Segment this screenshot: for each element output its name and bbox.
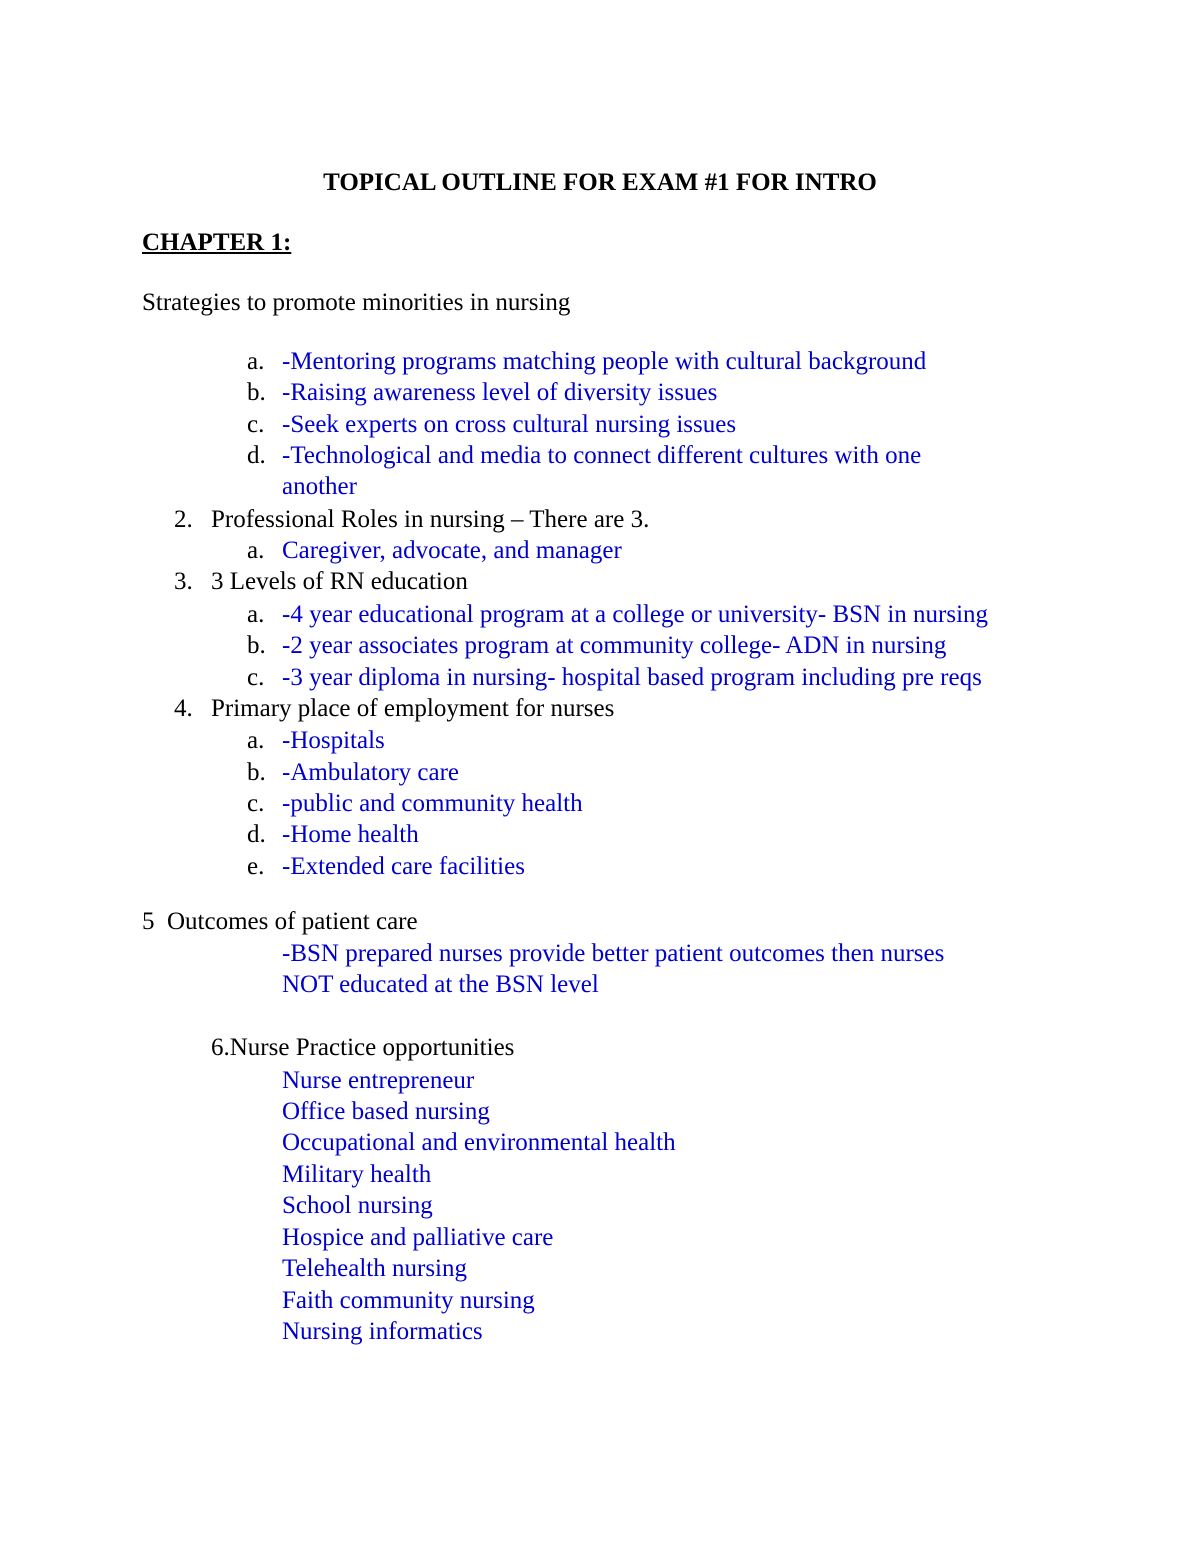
list-marker: a. [247, 601, 265, 628]
section6-heading: 6.Nurse Practice opportunities [211, 1034, 515, 1061]
list-item-text: Caregiver, advocate, and manager [282, 537, 622, 564]
list-item-text: -Extended care facilities [282, 853, 525, 880]
list-item-text: -Ambulatory care [282, 759, 460, 786]
section6-line: Occupational and environmental health [282, 1129, 676, 1156]
list-item-text: -public and community health [282, 790, 583, 817]
list-item-text: -Mentoring programs matching people with cultural background [282, 348, 927, 375]
list-marker: d. [247, 442, 266, 469]
section3-heading: 3 Levels of RN education [211, 568, 468, 595]
section4-marker: 4. [174, 695, 193, 722]
list-marker: a. [247, 537, 265, 564]
section6-line: Hospice and palliative care [282, 1224, 554, 1251]
list-item-text: -4 year educational program at a college or university- BSN in nursing [282, 601, 989, 628]
list-marker: c. [247, 790, 265, 817]
section4-heading: Primary place of employment for nurses [211, 695, 615, 722]
section2-marker: 2. [174, 506, 193, 533]
section5-line: -BSN prepared nurses provide better patient outcomes then nurses [282, 940, 945, 967]
list-item-text: -3 year diploma in nursing- hospital based program including pre reqs [282, 664, 982, 691]
list-marker: d. [247, 821, 266, 848]
list-marker: a. [247, 727, 265, 754]
section1-heading: Strategies to promote minorities in nursing [142, 289, 571, 316]
list-item-text: -Home health [282, 821, 419, 848]
list-marker: b. [247, 632, 266, 659]
section6-line: Telehealth nursing [282, 1255, 467, 1282]
list-marker: b. [247, 379, 266, 406]
section6-line: Faith community nursing [282, 1287, 535, 1314]
list-marker: c. [247, 411, 265, 438]
list-item-text: -2 year associates program at community college- ADN in nursing [282, 632, 947, 659]
list-item-text: -Raising awareness level of diversity issues [282, 379, 718, 406]
section6-line: Office based nursing [282, 1098, 490, 1125]
list-item-continuation: another [282, 473, 357, 500]
section6-line: School nursing [282, 1192, 433, 1219]
section5-line: NOT educated at the BSN level [282, 971, 599, 998]
document-title: TOPICAL OUTLINE FOR EXAM #1 FOR INTRO [323, 169, 877, 196]
section6-line: Nursing informatics [282, 1318, 483, 1345]
list-item-text: -Seek experts on cross cultural nursing issues [282, 411, 737, 438]
section2-heading: Professional Roles in nursing – There are 3. [211, 506, 650, 533]
list-item-text: -Hospitals [282, 727, 385, 754]
list-marker: c. [247, 664, 265, 691]
list-marker: a. [247, 348, 265, 375]
list-marker: e. [247, 853, 265, 880]
chapter-heading: CHAPTER 1: [142, 229, 292, 256]
section6-line: Nurse entrepreneur [282, 1067, 475, 1094]
section3-marker: 3. [174, 568, 193, 595]
list-item-text: -Technological and media to connect different cultures with one [282, 442, 922, 469]
section6-line: Military health [282, 1161, 432, 1188]
list-marker: b. [247, 759, 266, 786]
section5-heading: 5 Outcomes of patient care [142, 908, 418, 935]
